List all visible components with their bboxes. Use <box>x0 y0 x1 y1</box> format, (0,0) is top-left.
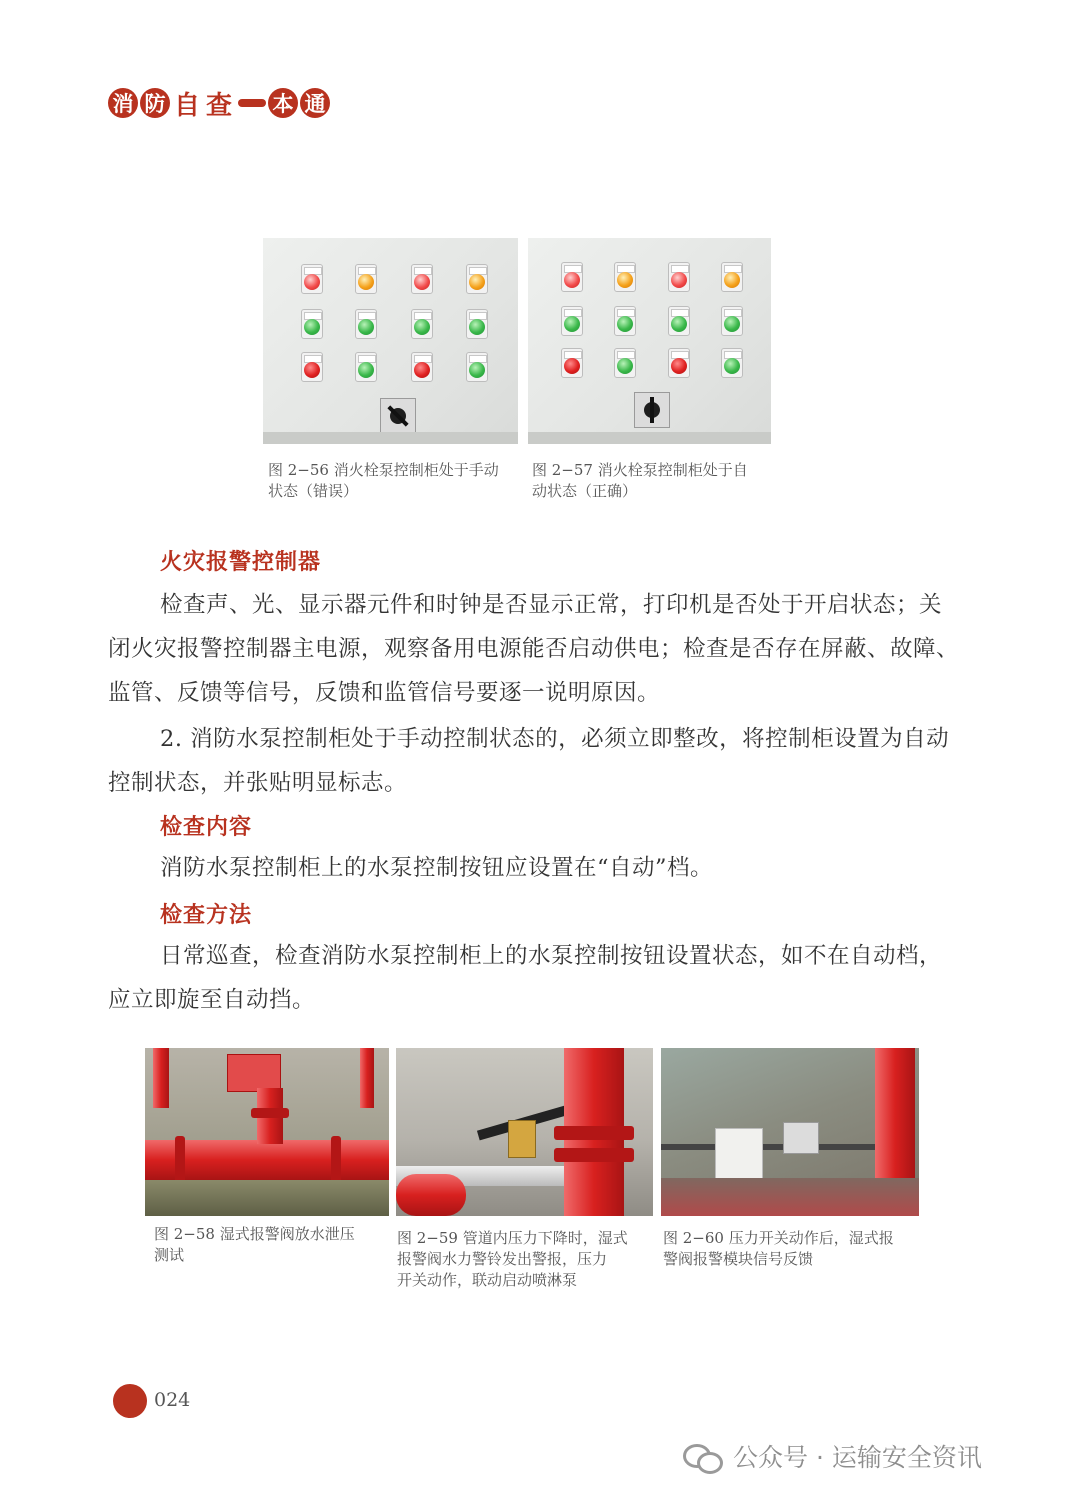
caption-line: 测试 <box>154 1246 185 1264</box>
caption-line: 开关动作，联动启动喷淋泵 <box>397 1271 578 1289</box>
header-char: 防 <box>140 88 170 118</box>
figure-2-60-photo <box>661 1048 919 1216</box>
paragraph-check-content: 消防水泵控制柜上的水泵控制按钮应设置在“自动”档。 <box>160 855 714 881</box>
wechat-icon <box>683 1442 721 1470</box>
watermark <box>683 1438 982 1474</box>
figure-2-56-photo <box>263 238 518 444</box>
caption-line: 图 2−59 管道内压力下降时，湿式 <box>397 1229 628 1247</box>
watermark-text: 公众号 · 运输安全资讯 <box>733 1443 982 1472</box>
figure-2-59-photo <box>396 1048 653 1216</box>
selector-switch-icon <box>634 392 670 428</box>
paragraph-item-2: 2. 消防水泵控制柜处于手动控制状态的，必须立即整改，将控制柜设置为自动控制状态，并张贴明显标志。 <box>108 726 950 796</box>
caption-line: 图 2−56 消火栓泵控制柜处于手动 <box>268 461 499 479</box>
caption-line: 图 2−60 压力开关动作后，湿式报 <box>663 1229 894 1247</box>
figure-2-57-photo <box>528 238 771 444</box>
header-char: 通 <box>300 88 330 118</box>
book-header <box>108 86 332 120</box>
paragraph-fire-alarm: 检查声、光、显示器元件和时钟是否显示正常，打印机是否处于开启状态；关闭火灾报警控制器主电源，观察备用电源能否启动供电；检查是否存在屏蔽、故障、监管、反馈等信号，反馈和监管信号要逐一说明原因。 <box>108 592 960 706</box>
caption-line: 报警阀水力警铃发出警报，压力 <box>397 1250 608 1268</box>
header-dash <box>238 99 266 107</box>
figure-2-60-caption <box>663 1228 925 1270</box>
alarm-module-box <box>783 1122 819 1154</box>
header-char: 查 <box>205 90 232 121</box>
figure-2-57-caption <box>532 460 782 502</box>
section-heading-check-method: 检查方法 <box>160 903 253 928</box>
figure-2-56-caption <box>268 460 523 502</box>
section-heading-check-content: 检查内容 <box>160 815 253 840</box>
figure-2-58-caption <box>154 1224 389 1266</box>
caption-line: 动状态（正确） <box>532 482 638 500</box>
caption-line: 图 2−57 消火栓泵控制柜处于自 <box>532 461 748 479</box>
header-char: 消 <box>108 88 138 118</box>
header-char: 自 <box>173 90 200 121</box>
selector-switch-icon <box>380 398 416 434</box>
figure-2-59-caption <box>397 1228 657 1291</box>
page-number: 024 <box>154 1389 191 1411</box>
caption-line: 图 2−58 湿式报警阀放水泄压 <box>154 1225 355 1243</box>
page-number-dot <box>113 1384 147 1418</box>
caption-line: 警阀报警模块信号反馈 <box>663 1250 814 1268</box>
caption-line: 状态（错误） <box>268 482 359 500</box>
paragraph-check-method: 日常巡查，检查消防水泵控制柜上的水泵控制按钮设置状态，如不在自动档，应立即旋至自动挡。 <box>108 943 943 1013</box>
header-char: 本 <box>268 88 298 118</box>
figure-2-58-photo <box>145 1048 389 1216</box>
section-heading-fire-alarm: 火灾报警控制器 <box>160 550 322 575</box>
